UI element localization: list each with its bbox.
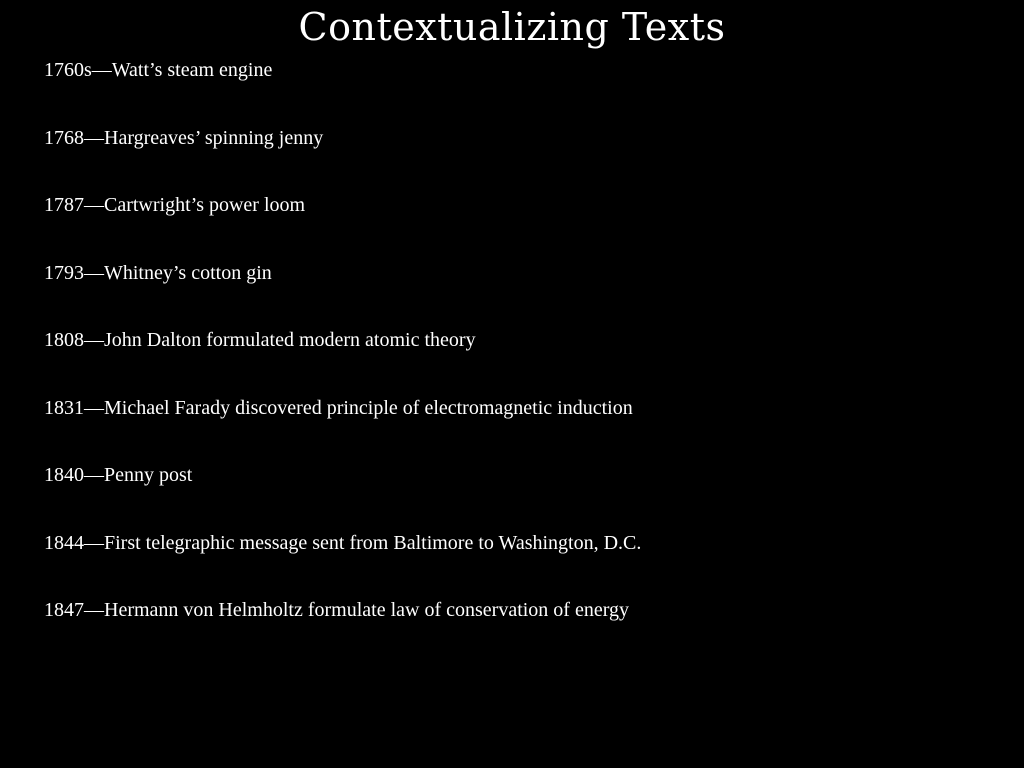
- timeline-item-1847: 1847—Hermann von Helmholtz formulate law of conservation of energy: [44, 599, 630, 621]
- timeline-item-1840: 1840—Penny post: [44, 464, 193, 486]
- timeline-item-1787: 1787—Cartwright’s power loom: [44, 194, 306, 216]
- timeline-list: [44, 55, 1004, 663]
- timeline-item-1844: 1844—First telegraphic message sent from Baltimore to Washington, D.C.: [44, 531, 642, 554]
- timeline-item-1793: 1793—Whitney’s cotton gin: [44, 261, 272, 284]
- timeline-item-1808: 1808—John Dalton formulated modern atomic theory: [44, 329, 476, 351]
- timeline-item-1831: 1831—Michael Farady discovered principle of electromagnetic induction: [44, 396, 633, 419]
- timeline-item-1760s: 1760s—Watt’s steam engine: [44, 59, 273, 81]
- slide-title: Contextualizing Texts: [298, 5, 726, 49]
- timeline-item-1768: 1768—Hargreaves’ spinning jenny: [44, 126, 324, 149]
